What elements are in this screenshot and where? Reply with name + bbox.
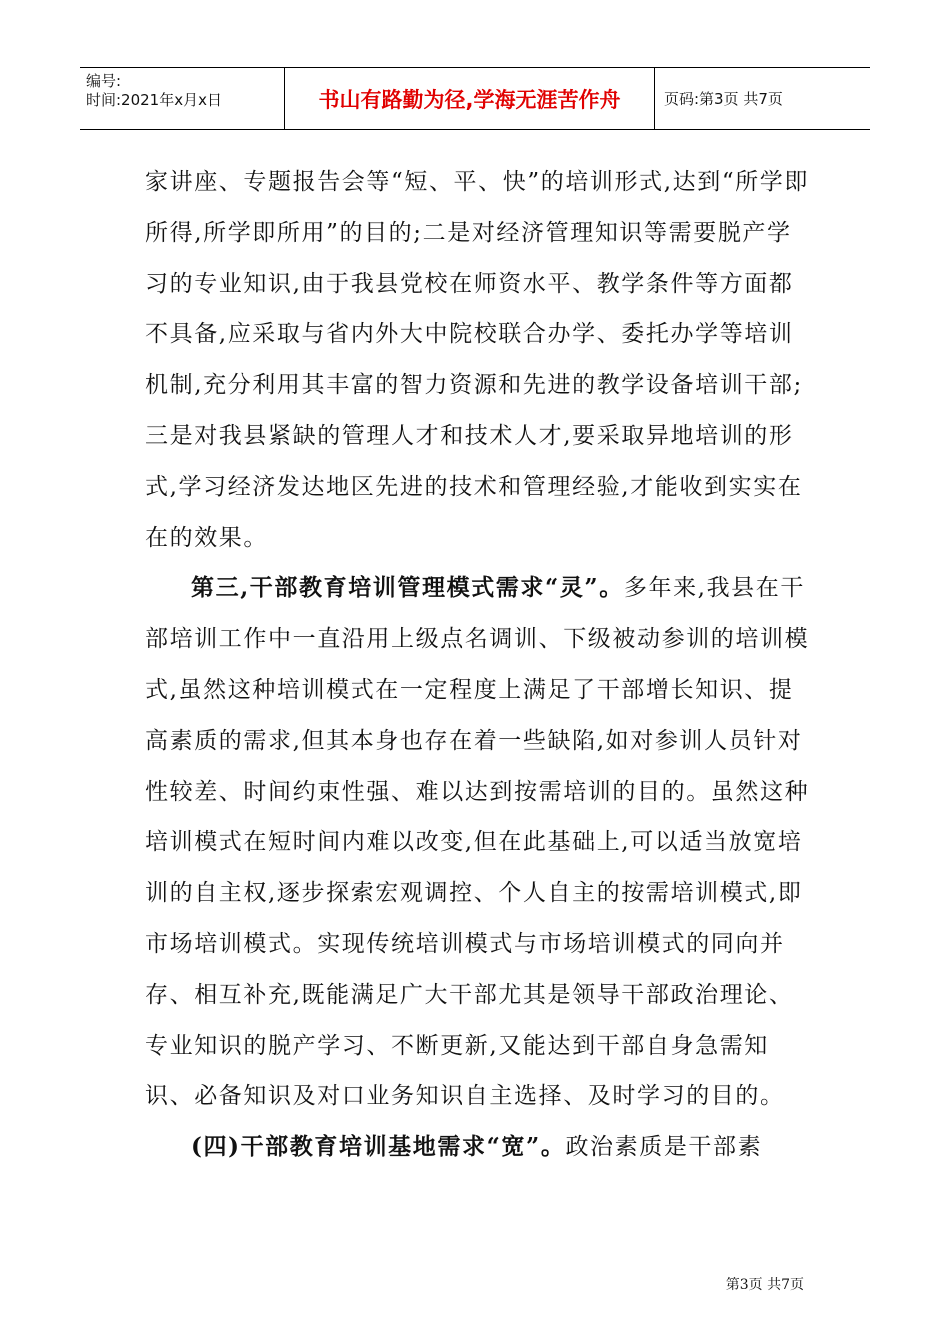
paragraph-2-text: 多年来,我县在干部培训工作中一直沿用上级点名调训、下级被动参训的培训模式,虽然这种培训模式在一定程度上满足了干部增长知识、提高素质的需求,但其本身也存在着一些缺陷,如对参训人员针对性较差、时间约束性强、难以达到按需培训的目的。虽然这种培训模式在短时间内难以改变,但在此基础上,可以适当放宽培训的自主权,逐步探索宏观调控、个人自主的按需培训模式,即市场培训模式。实现传统培训模式与市场培训模式的同向并存、相互补充,既能满足广大干部尤其是领导干部政治理论、专业知识的脱产学习、不断更新,又能达到干部自身急需知识、必备知识及对口业务知识自主选择、及时学习的目的。	[145, 575, 810, 1110]
document-body	[145, 157, 810, 1173]
paragraph-2	[145, 563, 810, 1122]
page-footer: 第3页 共7页	[725, 1277, 804, 1293]
paragraph-3-text: 政治素质是干部素	[565, 1134, 763, 1161]
header-meta	[80, 68, 284, 129]
paragraph-1: 家讲座、专题报告会等“短、平、快”的培训形式,达到“所学即所得,所学即所用”的目的;二是对经济管理知识等需要脱产学习的专业知识,由于我县党校在师资水平、教学条件等方面都不具备,应采取与省内外大中院校联合办学、委托办学等培训机制,充分利用其丰富的智力资源和先进的教学设备培训干部;三是对我县紧缺的管理人才和技术人才,要采取异地培训的形式,学习经济发达地区先进的技术和管理经验,才能收到实实在在的效果。	[145, 169, 809, 551]
document-date: 时间:2021年x月x日	[86, 91, 222, 109]
header-motto: 书山有路勤为径,学海无涯苦作舟	[284, 68, 655, 129]
page-header	[80, 67, 870, 130]
paragraph-3-heading: (四)干部教育培训基地需求“宽”。	[191, 1133, 566, 1161]
document-number: 编号:	[86, 72, 122, 90]
paragraph-2-heading: 第三,干部教育培训管理模式需求“灵”。	[191, 574, 624, 602]
paragraph-3	[145, 1122, 810, 1173]
header-page-number: 页码:第3页 共7页	[664, 90, 783, 108]
